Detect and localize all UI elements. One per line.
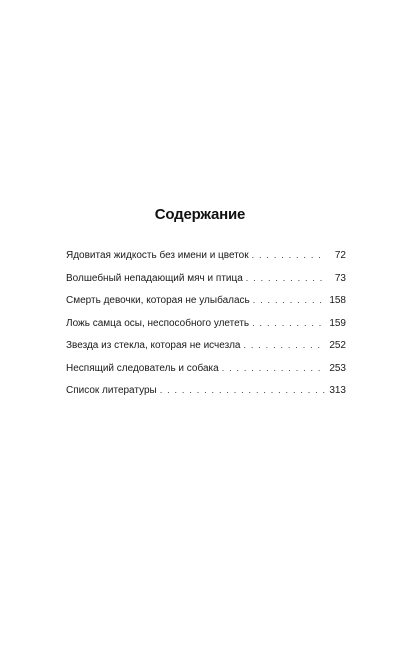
toc-entry-title: Ложь самца осы, неспособного улететь (66, 317, 250, 329)
dot-leader (243, 339, 325, 351)
toc-page-number: 252 (329, 340, 346, 351)
dot-leader (253, 294, 325, 306)
toc-entry[interactable] (66, 362, 346, 385)
toc-entry[interactable] (66, 317, 346, 340)
toc-page-number: 158 (329, 295, 346, 306)
dot-leader (160, 384, 325, 396)
toc-entry-title: Неспящий следователь и собака (66, 362, 219, 374)
toc-entry[interactable] (66, 272, 346, 295)
toc-entry-title: Волшебный непадающий мяч и птица (66, 272, 243, 284)
toc-entry-title: Список литературы (66, 385, 157, 396)
dot-leader (252, 317, 325, 329)
toc-entry[interactable] (66, 294, 346, 317)
toc-entry-title: Смерть девочки, которая не улыбалась (66, 295, 250, 306)
toc-entry[interactable] (66, 339, 346, 362)
toc-entry-title: Ядовитая жидкость без имени и цветок (66, 250, 249, 261)
toc-entry[interactable] (66, 249, 346, 272)
page-title: Содержание (154, 206, 246, 223)
toc-page-number: 73 (334, 272, 346, 284)
toc-page-number: 313 (329, 385, 346, 396)
toc-entry-title: Звезда из стекла, которая не исчезла (66, 340, 241, 351)
toc-entry[interactable] (66, 384, 346, 407)
table-of-contents (66, 249, 346, 407)
toc-page-number: 159 (329, 317, 346, 329)
dot-leader (246, 272, 325, 284)
dot-leader (222, 362, 325, 374)
dot-leader (252, 249, 325, 261)
toc-page-number: 72 (334, 250, 346, 261)
toc-page-number: 253 (329, 362, 346, 374)
